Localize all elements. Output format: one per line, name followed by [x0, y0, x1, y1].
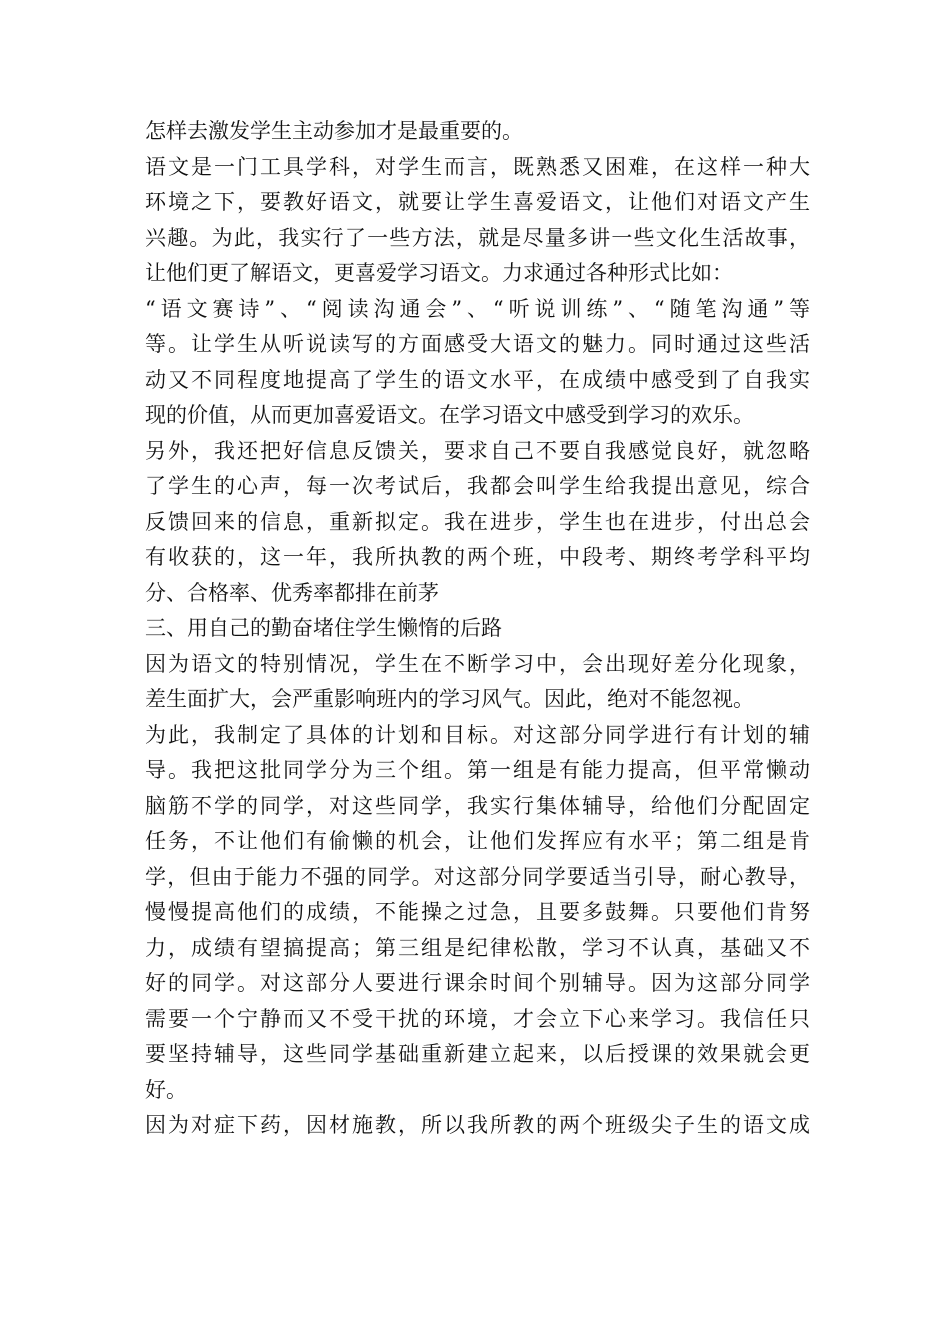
text-line: 学，但由于能力不强的同学。对这部分同学要适当引导，耐心教导， — [145, 864, 810, 889]
text-line: 差生面扩大，会严重影响班内的学习风气。因此，绝对不能忽视。 — [145, 687, 754, 711]
text-line: 任务，不让他们有偷懒的机会，让他们发挥应有水平；第二组是肯 — [145, 829, 810, 853]
text-line: 因为对症下药，因材施教，所以我所教的两个班级尖子生的语文成 — [145, 1113, 810, 1137]
text-line: 让他们更了解语文，更喜爱学习语文。力求通过各种形式比如： — [145, 261, 733, 285]
text-line: 因为语文的特别情况，学生在不断学习中，会出现好差分化现象， — [145, 651, 810, 676]
text-line: 需要一个宁静而又不受干扰的环境，才会立下心来学习。我信任只 — [145, 1006, 810, 1031]
text-line: 好的同学。对这部分人要进行课余时间个别辅导。因为这部分同学 — [145, 971, 810, 995]
text-line: 现的价值，从而更加喜爱语文。在学习语文中感受到学习的欢乐。 — [145, 403, 754, 427]
text-line: 为此，我制定了具体的计划和目标。对这部分同学进行有计划的辅 — [145, 722, 810, 747]
text-line: 要坚持辅导，这些同学基础重新建立起来，以后授课的效果就会更 — [145, 1042, 810, 1066]
text-line: 力，成绩有望搞提高；第三组是纪律松散，学习不认真，基础又不 — [145, 935, 810, 960]
text-line: 兴趣。为此，我实行了一些方法，就是尽量多讲一些文化生活故事， — [145, 225, 810, 250]
text-line: 环境之下，要教好语文，就要让学生喜爱语文，让他们对语文产生 — [145, 190, 810, 214]
text-line: 语文是一门工具学科，对学生而言，既熟悉又困难，在这样一种大 — [145, 154, 810, 179]
text-line: 动又不同程度地提高了学生的语文水平，在成绩中感受到了自我实 — [145, 367, 810, 392]
text-line: 有收获的，这一年，我所执教的两个班，中段考、期终考学科平均 — [145, 545, 810, 569]
text-line: 另外，我还把好信息反馈关，要求自己不要自我感觉良好，就忽略 — [145, 438, 810, 463]
section-heading: 三、用自己的勤奋堵住学生懒惰的后路 — [145, 616, 502, 640]
text-line: 了学生的心声，每一次考试后，我都会叫学生给我提出意见，综合 — [145, 474, 810, 498]
text-line: 慢慢提高他们的成绩，不能操之过急，且要多鼓舞。只要他们肯努 — [145, 900, 810, 924]
text-line: 等。让学生从听说读写的方面感受大语文的魅力。同时通过这些活 — [145, 332, 810, 356]
text-line: “语文赛诗”、“阅读沟通会”、“听说训练”、“随笔沟通”等 — [145, 296, 810, 321]
text-line: 反馈回来的信息，重新拟定。我在进步，学生也在进步，付出总会 — [145, 509, 810, 534]
document-body — [145, 114, 810, 1144]
text-line: 好。 — [145, 1077, 187, 1102]
text-line: 怎样去激发学生主动参加才是最重要的。 — [145, 119, 523, 143]
text-line: 导。我把这批同学分为三个组。第一组是有能力提高，但平常懒动 — [145, 758, 810, 782]
text-line: 脑筋不学的同学，对这些同学，我实行集体辅导，给他们分配固定 — [145, 793, 810, 818]
text-line: 分、合格率、优秀率都排在前茅 — [145, 580, 439, 605]
